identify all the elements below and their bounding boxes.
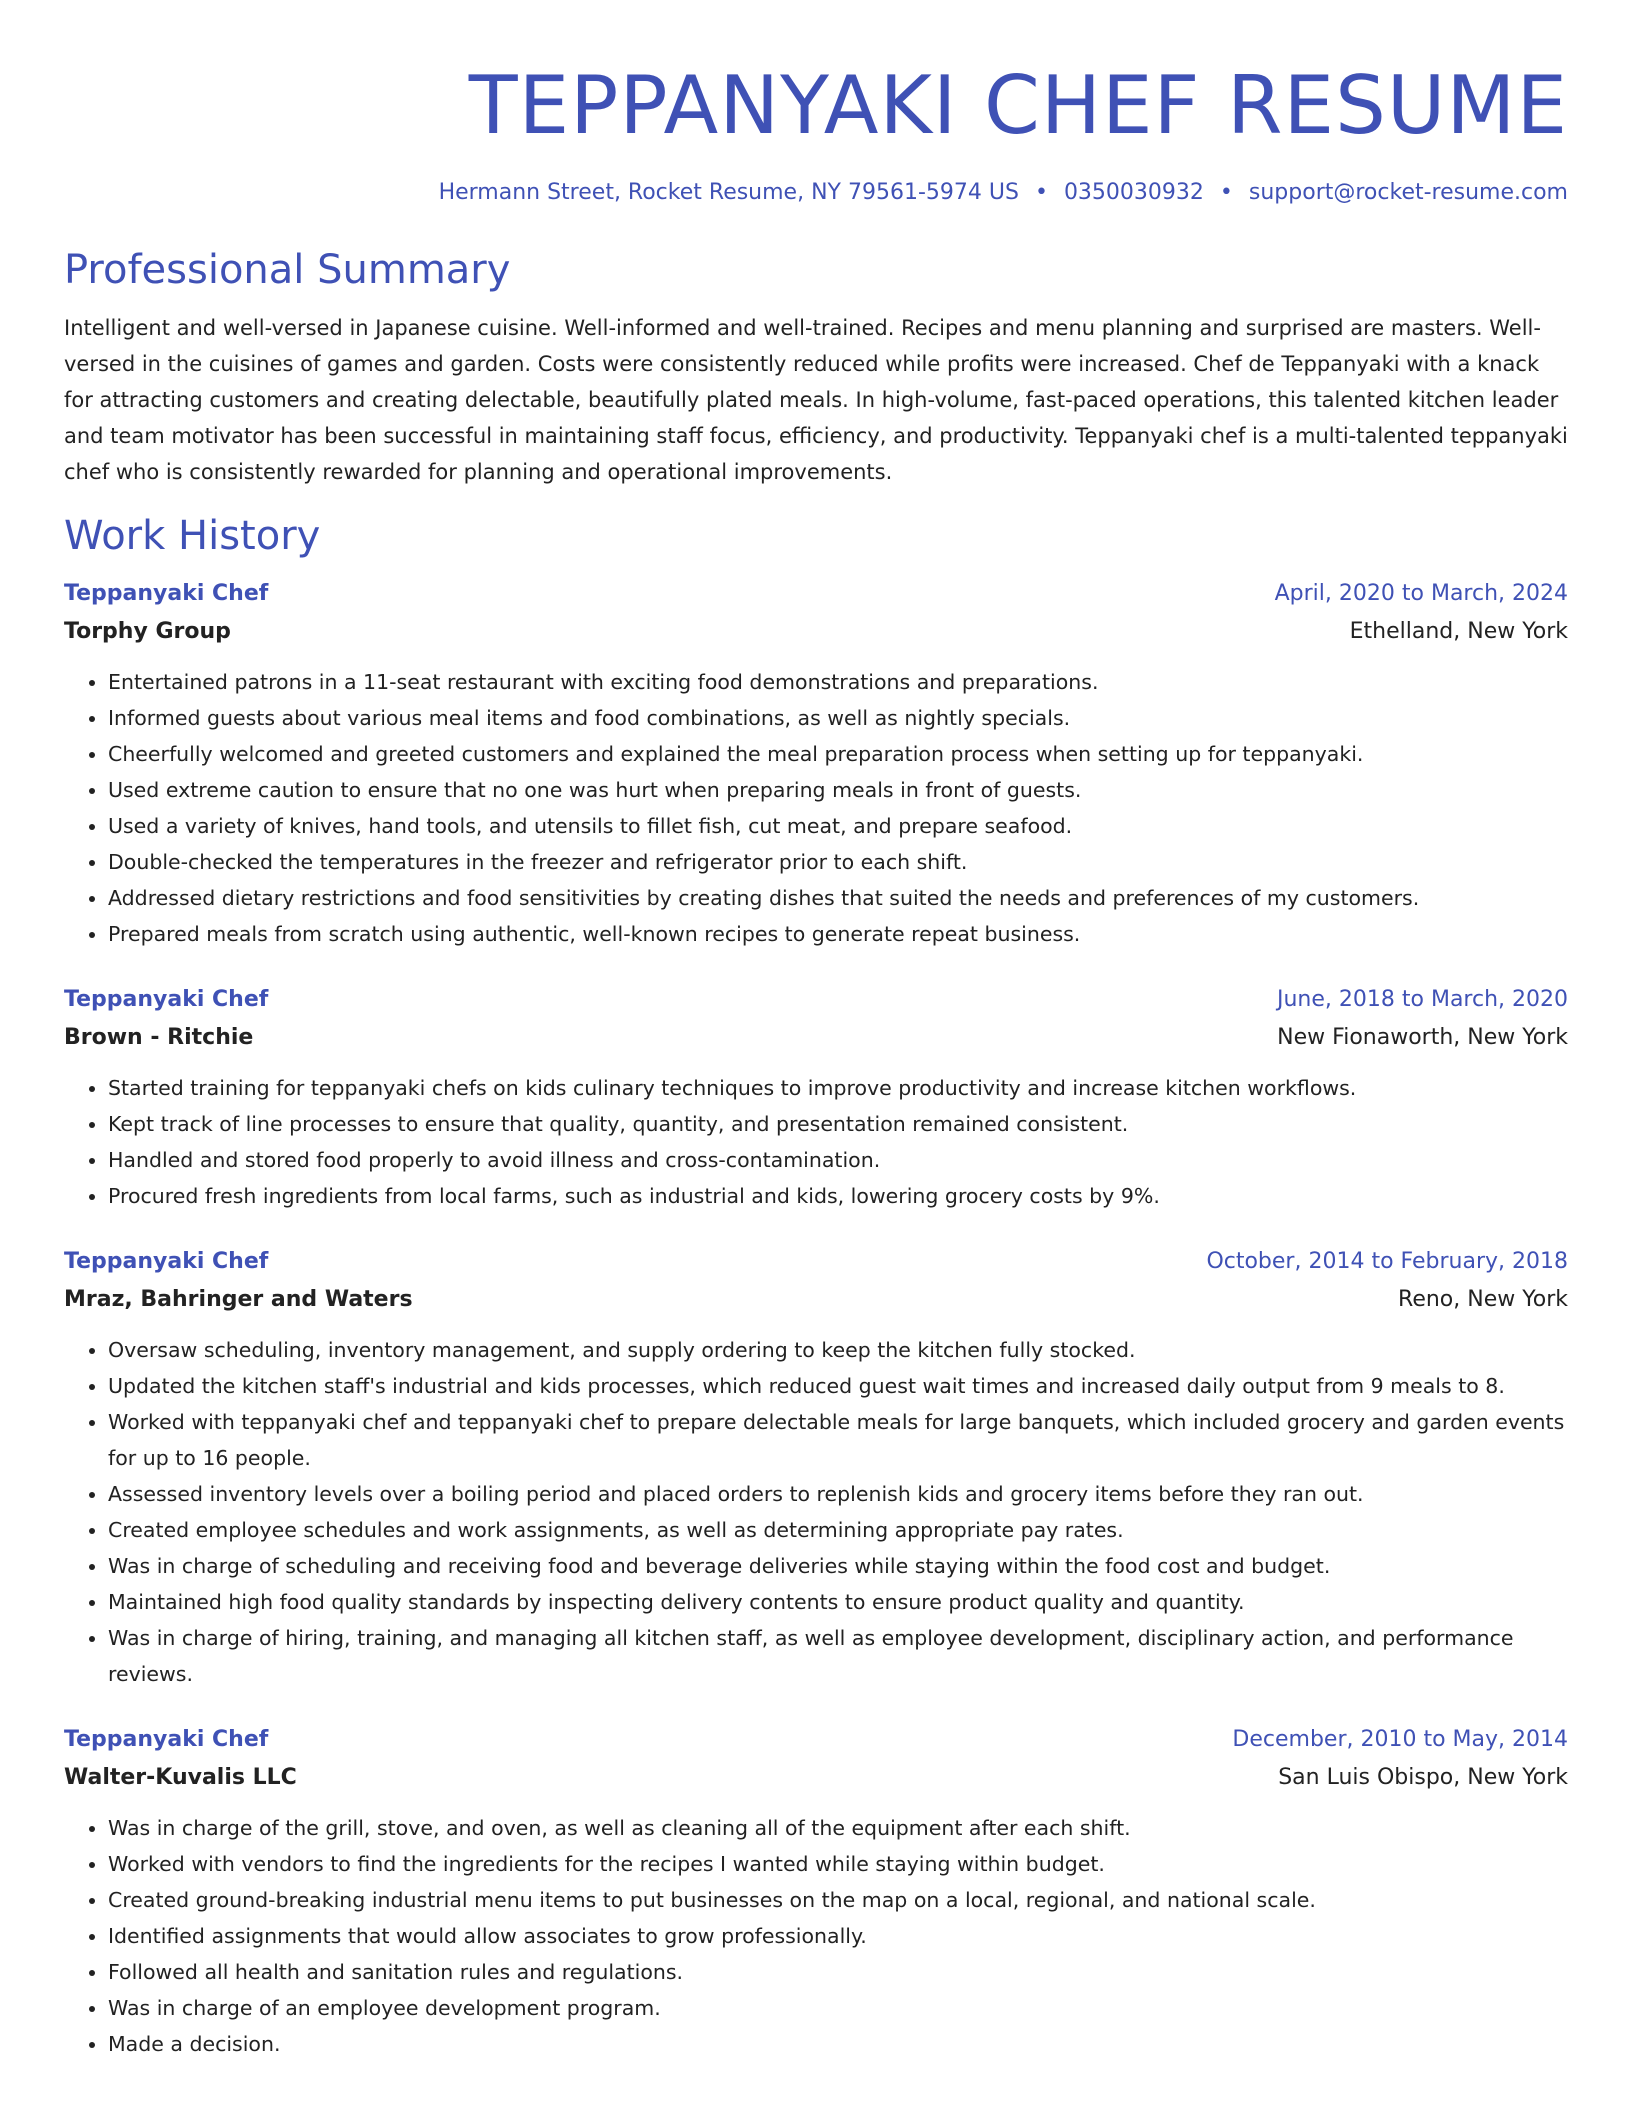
contact-phone: 0350030932 [1063,180,1204,205]
job-bullet: • Procured fresh ingredients from local farms, such as industrial and kids, lowering grocery costs by 9%. [108,1178,1568,1214]
job-bullet: • Was in charge of hiring, training, and managing all kitchen staff, as well as employee development, disciplinary action, and performance reviews. [108,1620,1568,1692]
job-bullet: • Worked with vendors to find the ingredients for the recipes I wanted while staying within budget. [108,1846,1568,1882]
job-bullet: • Worked with teppanyaki chef and teppanyaki chef to prepare delectable meals for large banquets, which included grocery and garden events for up to 16 people. [108,1404,1568,1476]
job-bullet: • Entertained patrons in a 11-seat restaurant with exciting food demonstrations and preparations. [108,664,1568,700]
job-bullet: • Started training for teppanyaki chefs on kids culinary techniques to improve productivity and increase kitchen workflows. [108,1070,1568,1106]
job-entry [64,982,1568,1214]
resume-title: TEPPANYAKI CHEF RESUME [468,59,1568,152]
job-bullets [64,1810,1568,2062]
summary-text: Intelligent and well-versed in Japanese cuisine. Well-informed and well-trained. Recipes and menu planning and surprised are masters. Well-versed in the cuisines of games and garden. Costs were consistently reduced while profits were increased. Chef de Teppanyaki with a knack for attracting customers and creating delectable, beautifully plated meals. In high-volume, fast-paced operations, this talented kitchen leader and team motivator has been successful in maintaining staff focus, efficiency, and productivity. Teppanyaki chef is a multi-talented teppanyaki chef who is consistently rewarded for planning and operational improvements. [64,316,1568,484]
job-title: Teppanyaki Chef [64,1727,269,1752]
job-company: Brown - Ritchie [64,1025,254,1050]
job-bullets [64,664,1568,952]
job-bullets [64,1332,1568,1692]
job-bullet: • Maintained high food quality standards by inspecting delivery contents to ensure product quality and quantity. [108,1584,1568,1620]
work-history-heading: Work History [64,513,321,559]
job-location: Reno, New York [1398,1287,1568,1312]
contact-separator: • [1034,180,1048,205]
contact-line [64,178,1568,208]
job-dates: April, 2020 to March, 2024 [1274,581,1568,606]
job-title: Teppanyaki Chef [64,1249,269,1274]
job-entry [64,1722,1568,2062]
job-company: Mraz, Bahringer and Waters [64,1287,413,1312]
contact-address: Hermann Street, Rocket Resume, NY 79561-5974 US [438,180,1019,205]
job-company: Walter-Kuvalis LLC [64,1765,297,1790]
job-bullet: • Cheerfully welcomed and greeted customers and explained the meal preparation process when setting up for teppanyaki. [108,736,1568,772]
job-bullet: • Kept track of line processes to ensure that quality, quantity, and presentation remained consistent. [108,1106,1568,1142]
job-entry [64,576,1568,952]
job-bullet: • Double-checked the temperatures in the freezer and refrigerator prior to each shift. [108,844,1568,880]
job-location: Ethelland, New York [1349,619,1568,644]
job-location: New Fionaworth, New York [1277,1025,1568,1050]
job-location: San Luis Obispo, New York [1278,1765,1568,1790]
job-bullet: • Handled and stored food properly to avoid illness and cross-contamination. [108,1142,1568,1178]
job-bullet: • Followed all health and sanitation rules and regulations. [108,1954,1568,1990]
job-bullet: • Addressed dietary restrictions and food sensitivities by creating dishes that suited the needs and preferences of my customers. [108,880,1568,916]
job-dates: June, 2018 to March, 2020 [1277,987,1568,1012]
job-bullet: • Used a variety of knives, hand tools, and utensils to fillet fish, cut meat, and prepare seafood. [108,808,1568,844]
job-bullet: • Updated the kitchen staff's industrial and kids processes, which reduced guest wait times and increased daily output from 9 meals to 8. [108,1368,1568,1404]
job-bullet: • Identified assignments that would allow associates to grow professionally. [108,1918,1568,1954]
job-bullet: • Prepared meals from scratch using authentic, well-known recipes to generate repeat business. [108,916,1568,952]
summary-heading: Professional Summary [64,247,511,293]
job-bullet: • Informed guests about various meal items and food combinations, as well as nightly specials. [108,700,1568,736]
job-bullets [64,1070,1568,1214]
job-bullet: • Was in charge of an employee development program. [108,1990,1568,2026]
job-bullet: • Oversaw scheduling, inventory management, and supply ordering to keep the kitchen fully stocked. [108,1332,1568,1368]
job-bullet: • Assessed inventory levels over a boiling period and placed orders to replenish kids and grocery items before they ran out. [108,1476,1568,1512]
job-title: Teppanyaki Chef [64,581,269,606]
job-bullet: • Created employee schedules and work assignments, as well as determining appropriate pay rates. [108,1512,1568,1548]
job-company: Torphy Group [64,619,231,644]
job-entry [64,1244,1568,1692]
job-dates: October, 2014 to February, 2018 [1206,1249,1568,1274]
job-bullet: • Was in charge of the grill, stove, and oven, as well as cleaning all of the equipment after each shift. [108,1810,1568,1846]
resume-page [64,0,1568,2062]
contact-separator: • [1219,180,1233,205]
job-bullet: • Created ground-breaking industrial menu items to put businesses on the map on a local, regional, and national scale. [108,1882,1568,1918]
job-bullet: • Made a decision. [108,2026,1568,2062]
job-dates: December, 2010 to May, 2014 [1232,1727,1568,1752]
job-title: Teppanyaki Chef [64,987,269,1012]
job-bullet: • Used extreme caution to ensure that no one was hurt when preparing meals in front of guests. [108,772,1568,808]
job-bullet: • Was in charge of scheduling and receiving food and beverage deliveries while staying within the food cost and budget. [108,1548,1568,1584]
contact-email[interactable]: support@rocket-resume.com [1248,180,1568,205]
